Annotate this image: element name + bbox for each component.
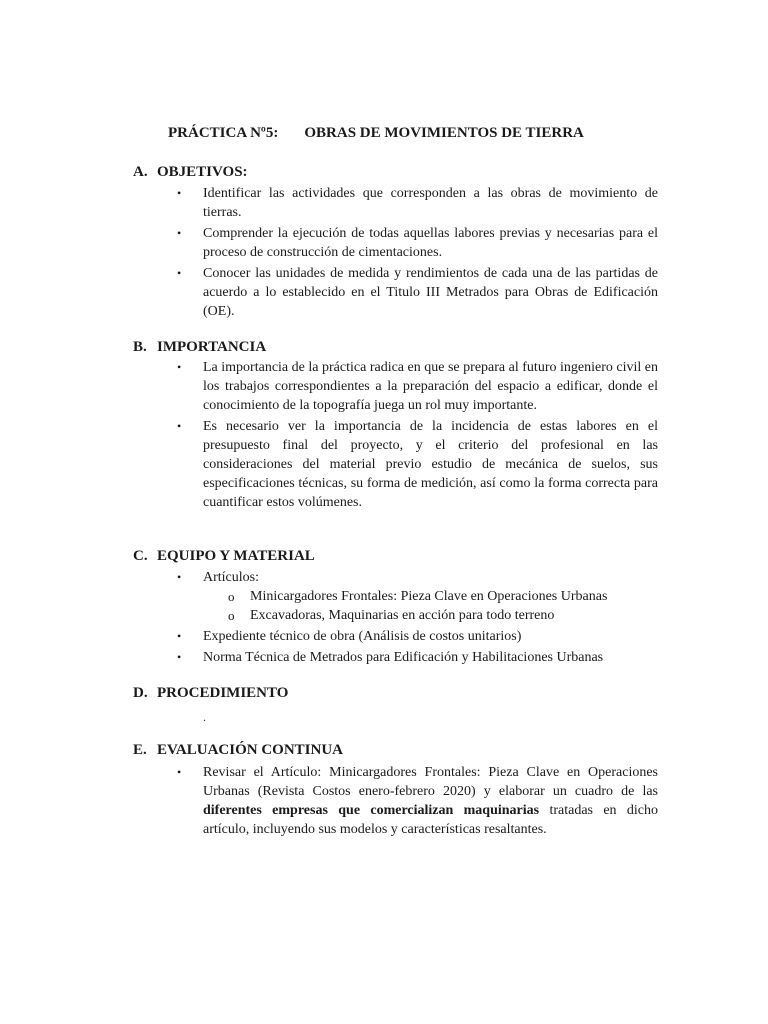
bullet-icon: • <box>177 570 182 584</box>
list-item-text: Expediente técnico de obra (Análisis de costos unitarios) <box>203 629 522 644</box>
list-item-text: Comprender la ejecución de todas aquellas labores previas y necesarias para el proceso de construcción de cimentaciones. <box>203 226 658 260</box>
list-item <box>0 648 658 667</box>
bullet-icon: • <box>177 650 182 664</box>
equipment-list <box>0 568 768 669</box>
section-letter: B. <box>133 339 147 355</box>
list-item <box>0 224 658 262</box>
sub-list-item <box>0 606 768 625</box>
list-item-text <box>203 763 658 839</box>
section-b-heading <box>133 339 266 356</box>
list-item <box>0 417 658 512</box>
list-item-text: Conocer las unidades de medida y rendimientos de cada una de las partidas de acuerdo a lo establecido en el Titulo III Metrados para Obras de Edificación (OE). <box>203 266 658 319</box>
section-letter: A. <box>133 164 148 180</box>
section-a-heading <box>133 164 248 181</box>
list-item <box>0 627 658 646</box>
section-d-heading <box>133 685 288 702</box>
section-title: EQUIPO Y MATERIAL <box>157 548 315 564</box>
sub-list-item-text: Excavadoras, Maquinarias en acción para todo terreno <box>250 608 555 623</box>
section-title: OBJETIVOS: <box>157 164 248 180</box>
bullet-icon: • <box>177 419 182 433</box>
practice-subject: OBRAS DE MOVIMIENTOS DE TIERRA <box>304 125 584 141</box>
list-item-text: Es necesario ver la importancia de la incidencia de estas labores en el presupuesto final del proyecto, y el criterio del profesional en las consideraciones del material previo estudio de mecánica de suelos, sus especificaciones técnicas, su forma de medición, así como la forma correcta para cuantificar estos volúmenes. <box>203 419 658 510</box>
bullet-icon: • <box>177 186 182 200</box>
section-c-heading <box>133 548 315 565</box>
bullet-icon: • <box>177 266 182 280</box>
list-item <box>0 763 658 839</box>
circle-bullet-icon: o <box>228 608 235 623</box>
circle-bullet-icon: o <box>228 589 235 604</box>
section-letter: C. <box>133 548 148 564</box>
list-item <box>0 184 658 222</box>
procedure-placeholder: . <box>203 710 206 724</box>
list-item-text: Artículos: <box>203 570 259 585</box>
bullet-icon: • <box>177 226 182 240</box>
practice-number: PRÁCTICA Nº5: <box>168 125 279 141</box>
evaluation-list <box>0 763 768 841</box>
section-letter: E. <box>133 742 147 758</box>
list-item <box>0 568 658 587</box>
list-item-text: Identificar las actividades que corresponden a las obras de movimiento de tierras. <box>203 186 658 220</box>
sub-list-item <box>0 587 768 606</box>
bullet-icon: • <box>177 629 182 643</box>
section-letter: D. <box>133 685 148 701</box>
section-title: EVALUACIÓN CONTINUA <box>157 742 343 758</box>
list-item-text: Norma Técnica de Metrados para Edificación y Habilitaciones Urbanas <box>203 650 604 665</box>
section-title: IMPORTANCIA <box>157 339 267 355</box>
sub-list-item-text: Minicargadores Frontales: Pieza Clave en Operaciones Urbanas <box>250 589 608 604</box>
evaluation-text-end: tratadas en dicho artículo, incluyendo sus modelos y características resaltantes. <box>203 803 658 837</box>
list-item <box>0 358 658 415</box>
importance-list <box>0 358 768 514</box>
bullet-icon: • <box>177 360 182 374</box>
list-item-text: La importancia de la práctica radica en que se prepara al futuro ingeniero civil en los trabajos correspondientes a la preparación del espacio a edificar, donde el conocimiento de la topografía juega un rol muy importante. <box>203 360 658 413</box>
bullet-icon: • <box>177 765 182 779</box>
objectives-list <box>0 184 768 323</box>
list-item <box>0 264 658 321</box>
section-title: PROCEDIMIENTO <box>157 685 289 701</box>
evaluation-text-start: Revisar el Artículo: Minicargadores Frontales: Pieza Clave en Operaciones Urbanas (Revista Costos enero-febrero 2020) y elaborar un cuadro de las <box>203 765 658 799</box>
page-title <box>168 125 584 142</box>
evaluation-text-emphasis: diferentes empresas que comercializan maquinarias <box>203 803 540 818</box>
section-e-heading <box>133 742 343 759</box>
